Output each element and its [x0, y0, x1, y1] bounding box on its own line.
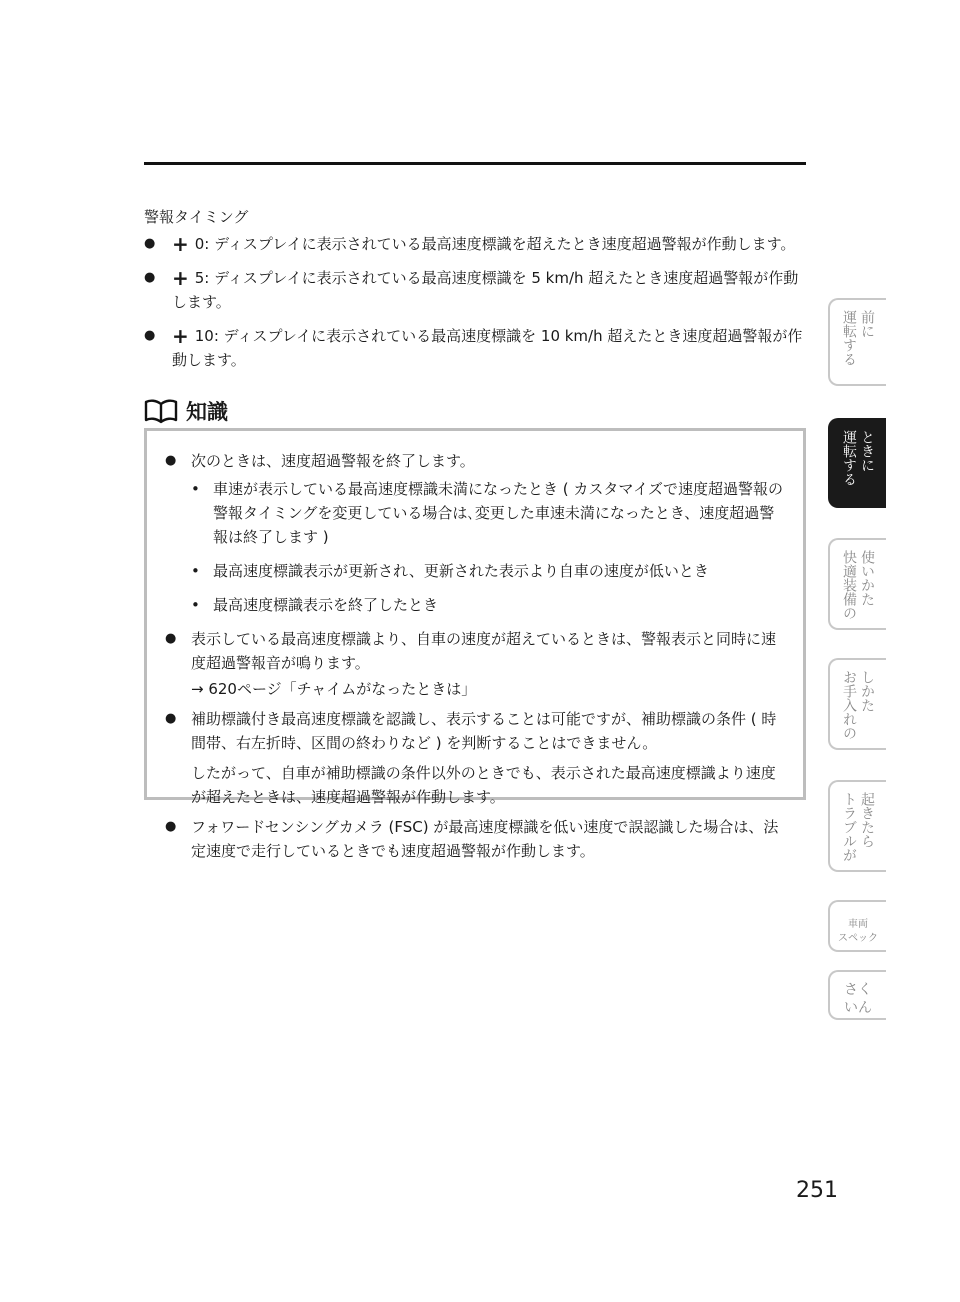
timing-text: 5: ディスプレイに表示されている最高速度標識を 5 km/h 超えたとき速度超過警報が作動します。: [172, 269, 799, 311]
info-heading: [144, 396, 228, 426]
book-icon: [144, 398, 178, 424]
tab-label: お手入れの: [841, 670, 857, 740]
info-item-text: 次のときは、速度超過警報を終了します。: [191, 452, 475, 470]
plus-icon: +: [172, 266, 189, 290]
chapter-tabs: [828, 0, 890, 1302]
tab-index[interactable]: [828, 970, 886, 1020]
sub-item: [191, 477, 789, 549]
bullet-icon: ●: [144, 270, 156, 285]
sub-item: [191, 559, 789, 583]
tab-label: 前に: [859, 310, 875, 338]
info-item: [161, 449, 789, 617]
tab-label: スペック: [838, 933, 878, 944]
section-title: 警報タイミング: [144, 208, 249, 226]
info-list: [147, 431, 803, 863]
sub-item: [191, 593, 789, 617]
bullet-icon: ●: [165, 711, 177, 726]
plus-icon: +: [172, 232, 189, 256]
tab-label: トラブルが: [841, 792, 857, 862]
bullet-icon: ●: [165, 631, 177, 646]
bullet-icon: ●: [144, 328, 156, 343]
info-item: [161, 627, 789, 701]
tab-specifications[interactable]: [828, 900, 886, 952]
info-item-paragraph: したがって、自車が補助標識の条件以外のときでも、表示された最高速度標識より速度が超えたときは、速度超過警報が作動します。: [191, 764, 776, 806]
bullet-icon: ●: [144, 236, 156, 251]
top-rule: [144, 162, 806, 165]
dot-icon: •: [191, 562, 200, 580]
tab-comfort-features[interactable]: [828, 538, 886, 630]
sub-item-text: 最高速度標識表示が更新され、更新された表示より自車の速度が低いとき: [213, 562, 709, 580]
timing-text: 10: ディスプレイに表示されている最高速度標識を 10 km/h 超えたとき速度超過警報が作動します。: [172, 327, 803, 369]
bullet-icon: ●: [165, 819, 177, 834]
tab-troubleshooting[interactable]: [828, 780, 886, 872]
tab-label: 起きたら: [859, 792, 875, 848]
bullet-icon: ●: [165, 453, 177, 468]
info-label: 知識: [186, 400, 228, 424]
tab-label: しかた: [859, 670, 875, 712]
tab-label: 運転する: [841, 430, 857, 486]
tab-label: ときに: [859, 430, 875, 472]
info-item-text: 表示している最高速度標識より、自車の速度が超えているときは、警報表示と同時に速度超過警報音が鳴ります。: [191, 630, 777, 672]
sub-item-text: 車速が表示している最高速度標識未満になったとき ( カスタマイズで速度超過警報の警報タイミングを変更している場合は､変更した車速未満になったとき、速度超過警報は終了します ): [213, 480, 783, 546]
tab-maintenance[interactable]: [828, 658, 886, 750]
info-item: [161, 815, 789, 863]
dot-icon: •: [191, 596, 200, 614]
tab-before-driving[interactable]: [828, 298, 886, 386]
page-number: 251: [796, 1178, 838, 1203]
tab-label: 快適装備の: [841, 550, 857, 620]
dot-icon: •: [191, 480, 200, 498]
tab-label: いん: [844, 1000, 872, 1016]
tab-label: さく: [844, 982, 872, 998]
info-box: [144, 428, 806, 860]
info-item-text: 補助標識付き最高速度標識を認識し、表示することは可能ですが、補助標識の条件 ( 時間帯、右左折時、区間の終わりなど ) を判断することはできません。: [191, 710, 777, 752]
timing-list: [144, 232, 808, 382]
tab-while-driving[interactable]: [828, 418, 886, 508]
page-reference-link[interactable]: → 620ページ「チャイムがなったときは」: [191, 680, 477, 698]
timing-item: [144, 324, 808, 372]
sub-list: [191, 477, 789, 617]
info-item: [161, 707, 789, 809]
timing-item: [144, 232, 808, 256]
timing-item: [144, 266, 808, 314]
tab-label: 車両: [848, 919, 868, 930]
info-item-text: フォワードセンシングカメラ (FSC) が最高速度標識を低い速度で誤認識した場合は、法定速度で走行しているときでも速度超過警報が作動します。: [191, 818, 779, 860]
tab-label: 使いかた: [859, 550, 875, 606]
plus-icon: +: [172, 324, 189, 348]
timing-text: 0: ディスプレイに表示されている最高速度標識を超えたとき速度超過警報が作動します。: [194, 235, 796, 253]
tab-label: 運転する: [841, 310, 857, 366]
sub-item-text: 最高速度標識表示を終了したとき: [213, 596, 439, 614]
